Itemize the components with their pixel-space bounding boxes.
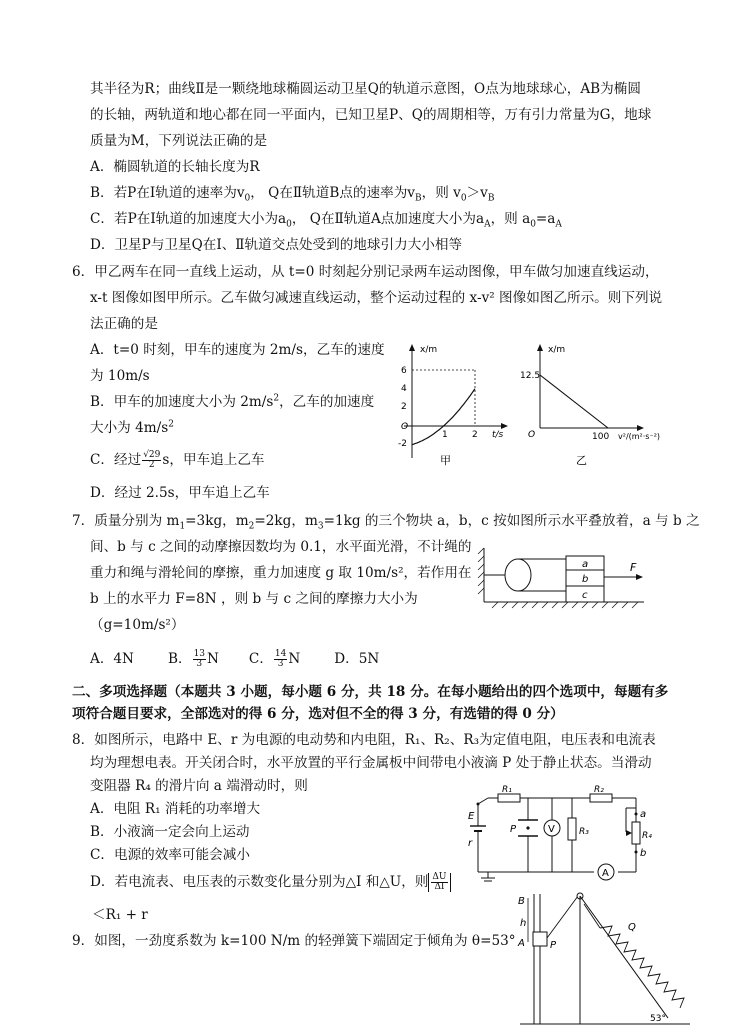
q6-line-2: x-t 图像如图甲所示。乙车做匀减速直线运动，整个运动过程的 x-v² 图像如图乙所示。则下列说 <box>90 290 663 306</box>
graph-jia-xlabel: t/s <box>492 430 504 440</box>
q9-spring <box>600 926 684 1008</box>
q8-node-b <box>635 851 638 854</box>
q8-switch <box>478 798 488 804</box>
q7-figure <box>478 540 658 620</box>
q5-line-1: 其半径为R；曲线Ⅱ是一颗绕地球椭圆运动卫星Q的轨道示意图，O点为地球球心，AB为椭圆 <box>90 81 641 97</box>
q5-option-c: C．若P在Ⅰ轨道的加速度大小为$a_0$， Q在Ⅱ轨道A点加速度大小为$a_A$，则 $a_0=a_A$ <box>90 211 562 230</box>
q8-slider-arrow <box>626 830 632 836</box>
q7-line-2: 间、b 与 c 之间的动摩擦因数均为 0.1，水平面光滑，不计绳的 <box>90 539 472 555</box>
q9-incline <box>580 896 668 1018</box>
graph-jia-origin: O <box>401 422 409 432</box>
q9-block-P <box>533 932 547 946</box>
q8-resistor-r2 <box>590 794 612 802</box>
graph-yi-ylabel: x/m <box>548 345 566 355</box>
graph-jia-x-arrow <box>501 423 508 429</box>
graph-jia-ylabel: x/m <box>420 345 438 355</box>
q5-line-2: 的长轴，两轨道和地心都在同一平面内，已知卫星P、Q的周期相等，万有引力常量为G，地球 <box>90 107 652 123</box>
graph-jia-ytick: 6 <box>401 366 407 376</box>
graph-yi-origin: O <box>528 430 536 440</box>
q8-label-R4: R₄ <box>642 831 652 841</box>
q7-line-4: b 上的水平力 F=8N ，则 b 与 c 之间的摩擦力大小为 <box>90 591 418 607</box>
graph-yi-ytick: 12.5 <box>520 371 541 381</box>
q8-label-R3: R₃ <box>579 827 589 837</box>
q8-label-E: E <box>468 811 475 822</box>
q6-option-b-1: B．甲车的加速度大小为 $2m/s^2$，乙车的加速度 <box>90 393 375 410</box>
q8-line-2: 均为理想电表。开关闭合时，水平放置的平行金属板中间带电小液滴 P 处于静止状态。当滑动 <box>90 755 652 771</box>
q8-resistor-r4 <box>632 822 640 844</box>
q8-label-r: r <box>468 838 473 849</box>
q6-c-fraction: $\frac{√29}{2}$ <box>143 450 161 470</box>
q8-circuit <box>466 786 666 886</box>
graph-yi-xtick: 100 <box>592 432 610 442</box>
q6-option-a-2: 为 10m/s <box>90 368 150 384</box>
graph-jia-ytick: -2 <box>398 439 407 449</box>
q6-line-3: 法正确的是 <box>90 316 158 332</box>
q7-label-b: b <box>582 574 589 585</box>
graph-yi-line <box>540 375 608 428</box>
q8-line-3: 变阻器 R₄ 的滑片向 a 端滑动时，则 <box>90 778 308 794</box>
q8-label-V: V <box>548 824 555 835</box>
graph-jia-xtick: 2 <box>472 430 478 440</box>
graph-yi <box>520 340 690 470</box>
q8-option-d-2: ＜R₁ + r <box>92 907 148 923</box>
q8-option-a: A．电阻 R₁ 消耗的功率增大 <box>90 801 261 817</box>
graph-jia-xtick: 1 <box>442 430 448 440</box>
q7-option-d: D．5N <box>334 651 380 667</box>
q6-option-a-1: A．t=0 时刻，甲车的速度为 2m/s，乙车的速度 <box>90 342 385 358</box>
q8-option-d: D．若电流表、电压表的示数变化量分别为△I 和△U，则 $\frac{\Delta U}{\Delta I}$ <box>90 873 451 892</box>
q9-label-P: P <box>550 940 557 951</box>
graph-yi-caption: 乙 <box>576 454 587 467</box>
q7-force-arrow-head <box>636 574 643 580</box>
q9-line-1: 9．如图，一劲度系数为 k=100 N/m 的轻弹簧下端固定于倾角为 θ=53° <box>72 933 516 949</box>
q9-label-A: A <box>518 938 525 949</box>
q5-option-a: A．椭圆轨道的长轴长度为R <box>90 159 260 175</box>
q5-option-d: D．卫星P与卫星Q在Ⅰ、Ⅱ轨道交点处受到的地球引力大小相等 <box>90 237 463 253</box>
graph-jia-ytick: 2 <box>401 402 407 412</box>
q8-label-a: a <box>640 809 647 820</box>
q7-label-F: F <box>630 561 637 574</box>
q9-figure <box>500 890 700 1028</box>
q8-label-R1: R₁ <box>502 785 512 795</box>
q8-label-b: b <box>640 848 647 859</box>
q8-label-P: P <box>510 824 517 835</box>
q8-line-1: 8．如图所示，电路中 E、r 为电源的电动势和内电阻，R₁、R₂、R₃为定值电阻，电压表和电流表 <box>72 732 656 748</box>
q8-resistor-r3 <box>568 818 576 840</box>
q7-option-b: B． $\frac{13}{3}$ N <box>167 649 219 669</box>
q5-option-b: B．若P在Ⅰ轨道的速率为$v_0$， Q在Ⅱ轨道B点的速率为$v_B$，则 $v_0>v_B$ <box>90 185 495 204</box>
q5-line-3: 质量为M，下列说法正确的是 <box>90 133 268 149</box>
q6-option-b-2: 大小为 $4m/s^2$ <box>90 419 174 436</box>
q9-rope-to-Q <box>584 904 600 928</box>
q9-label-h: h <box>520 918 527 929</box>
q7-pulley <box>505 559 531 591</box>
q6-option-d: D．经过 2.5s，甲车追上乙车 <box>90 485 270 501</box>
graph-yi-x-arrow <box>637 425 644 431</box>
q8-label-R2: R₂ <box>594 785 604 795</box>
q7-options <box>90 650 379 669</box>
graph-jia-y-arrow <box>409 344 415 351</box>
q7-ground-hatch <box>492 602 638 608</box>
q9-label-B: B <box>518 896 525 907</box>
q8-node-a <box>635 813 638 816</box>
section-2-heading-2: 项符合题目要求，全部选对的得 6 分，选对但不全的得 3 分，有选错的得 0 分） <box>72 706 564 722</box>
graph-jia-ytick: 4 <box>401 384 407 394</box>
q7-line-3: 重力和绳与滑轮间的摩擦，重力加速度 g 取 10m/s²，若作用在 <box>90 565 472 581</box>
q6-line-1: 6．甲乙两车在同一直线上运动，从 t=0 时刻起分别记录两车运动图像，甲车做匀加速直线运动， <box>72 264 659 280</box>
graph-yi-y-arrow <box>537 344 543 351</box>
graph-yi-xlabel: v²/(m²·s⁻²) <box>618 432 661 441</box>
q8-label-A: A <box>602 868 609 879</box>
q6-option-c: C．经过 $\frac{√29}{2}$ s，甲车追上乙车 <box>90 450 265 470</box>
q8-resistor-r1 <box>498 794 520 802</box>
q9-label-Q: Q <box>628 922 636 933</box>
q7-option-a: A．4N <box>90 651 134 667</box>
q7-wall-hatch <box>478 548 484 594</box>
q7-option-c: C． $\frac{14}{3}$ N <box>248 649 301 669</box>
q8-droplet <box>526 826 529 829</box>
q8-option-c: C．电源的效率可能会减小 <box>90 847 250 863</box>
q9-label-angle: 53° <box>650 1014 666 1024</box>
q9-rope <box>547 896 578 938</box>
q8-option-b: B．小液滴一定会向上运动 <box>90 824 250 840</box>
q7-label-a: a <box>582 559 589 570</box>
graph-jia <box>384 340 524 470</box>
section-2-heading-1: 二、多项选择题（本题共 3 小题，每小题 6 分，共 18 分。在每小题给出的四个选项中，每题有多 <box>72 684 669 700</box>
q7-line-5: （g=10m/s²） <box>90 617 185 633</box>
graph-jia-caption: 甲 <box>440 454 451 467</box>
q7-line-1: 7．质量分别为 $m_1=3kg$，$m_2=2kg$，$m_3=1kg$ 的三个物块 a，b，c 按如图所示水平叠放着，a 与 b 之 <box>72 513 700 532</box>
q7-label-c: c <box>582 590 588 601</box>
